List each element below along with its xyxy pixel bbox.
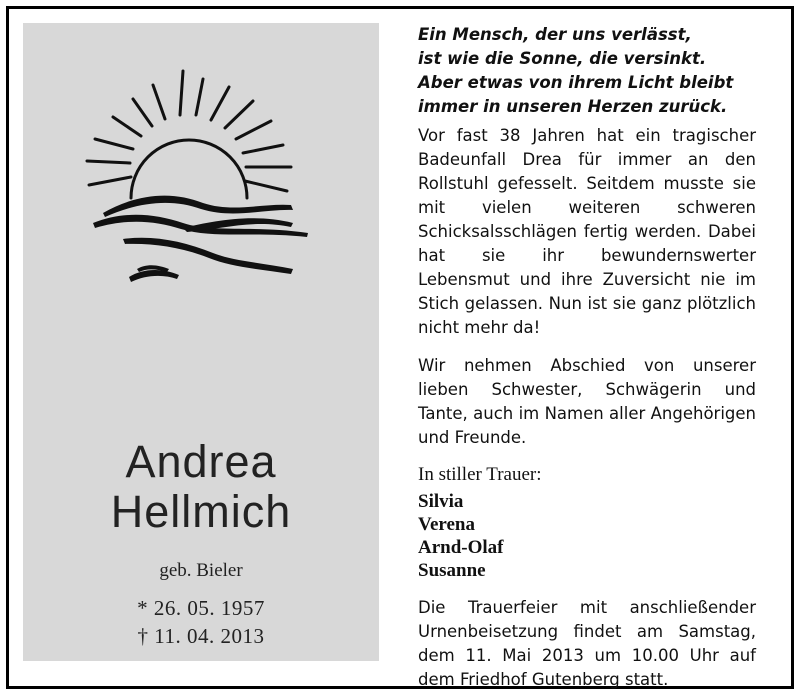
birth-date: * 26. 05. 1957 — [137, 596, 265, 620]
poem-line: Ein Mensch, der uns verlässt, — [418, 25, 692, 44]
paragraph-farewell: Wir nehmen Abschied von unserer lieben Schwester, Schwägerin und Tante, auch im Namen aller Angehörigen und Freunde. — [418, 356, 756, 447]
last-name: Hellmich — [110, 486, 292, 537]
mourner-name: Arnd-Olaf — [418, 537, 504, 558]
paragraph-tribute: Vor fast 38 Jahren hat ein tragischer Badeunfall Drea für immer an den Rollstuhl gefesselt. Seitdem musste sie mit vielen weiteren schweren Schicksalsschlägen fertig werden. Dabei hat sie ihr bewundernswerter Lebensmut und ihre Zuversicht nie im Stich gelassen. Nun ist sie ganz plötzlich nicht mehr da! — [418, 126, 756, 337]
mourner-name: Verena — [418, 514, 475, 535]
first-name: Andrea — [125, 436, 277, 487]
sun-over-hills-icon — [83, 63, 323, 293]
paragraph-funeral: Die Trauerfeier mit anschließender Urnenbeisetzung findet am Samstag, dem 11. Mai 2013 um 10.00 Uhr auf dem Friedhof Gutenberg statt. — [418, 598, 756, 689]
poem-line: immer in unseren Herzen zurück. — [418, 97, 728, 116]
mourning-label: In stiller Trauer: — [418, 464, 542, 485]
death-date: † 11. 04. 2013 — [137, 624, 265, 648]
maiden-name: geb. Bieler — [159, 560, 243, 581]
memorial-panel — [23, 23, 379, 661]
mourner-name: Silvia — [418, 491, 464, 512]
poem-line: ist wie die Sonne, die versinkt. — [418, 49, 707, 68]
poem-line: Aber etwas von ihrem Licht bleibt — [418, 73, 734, 92]
obituary-text — [418, 23, 756, 692]
mourner-name: Susanne — [418, 560, 486, 581]
